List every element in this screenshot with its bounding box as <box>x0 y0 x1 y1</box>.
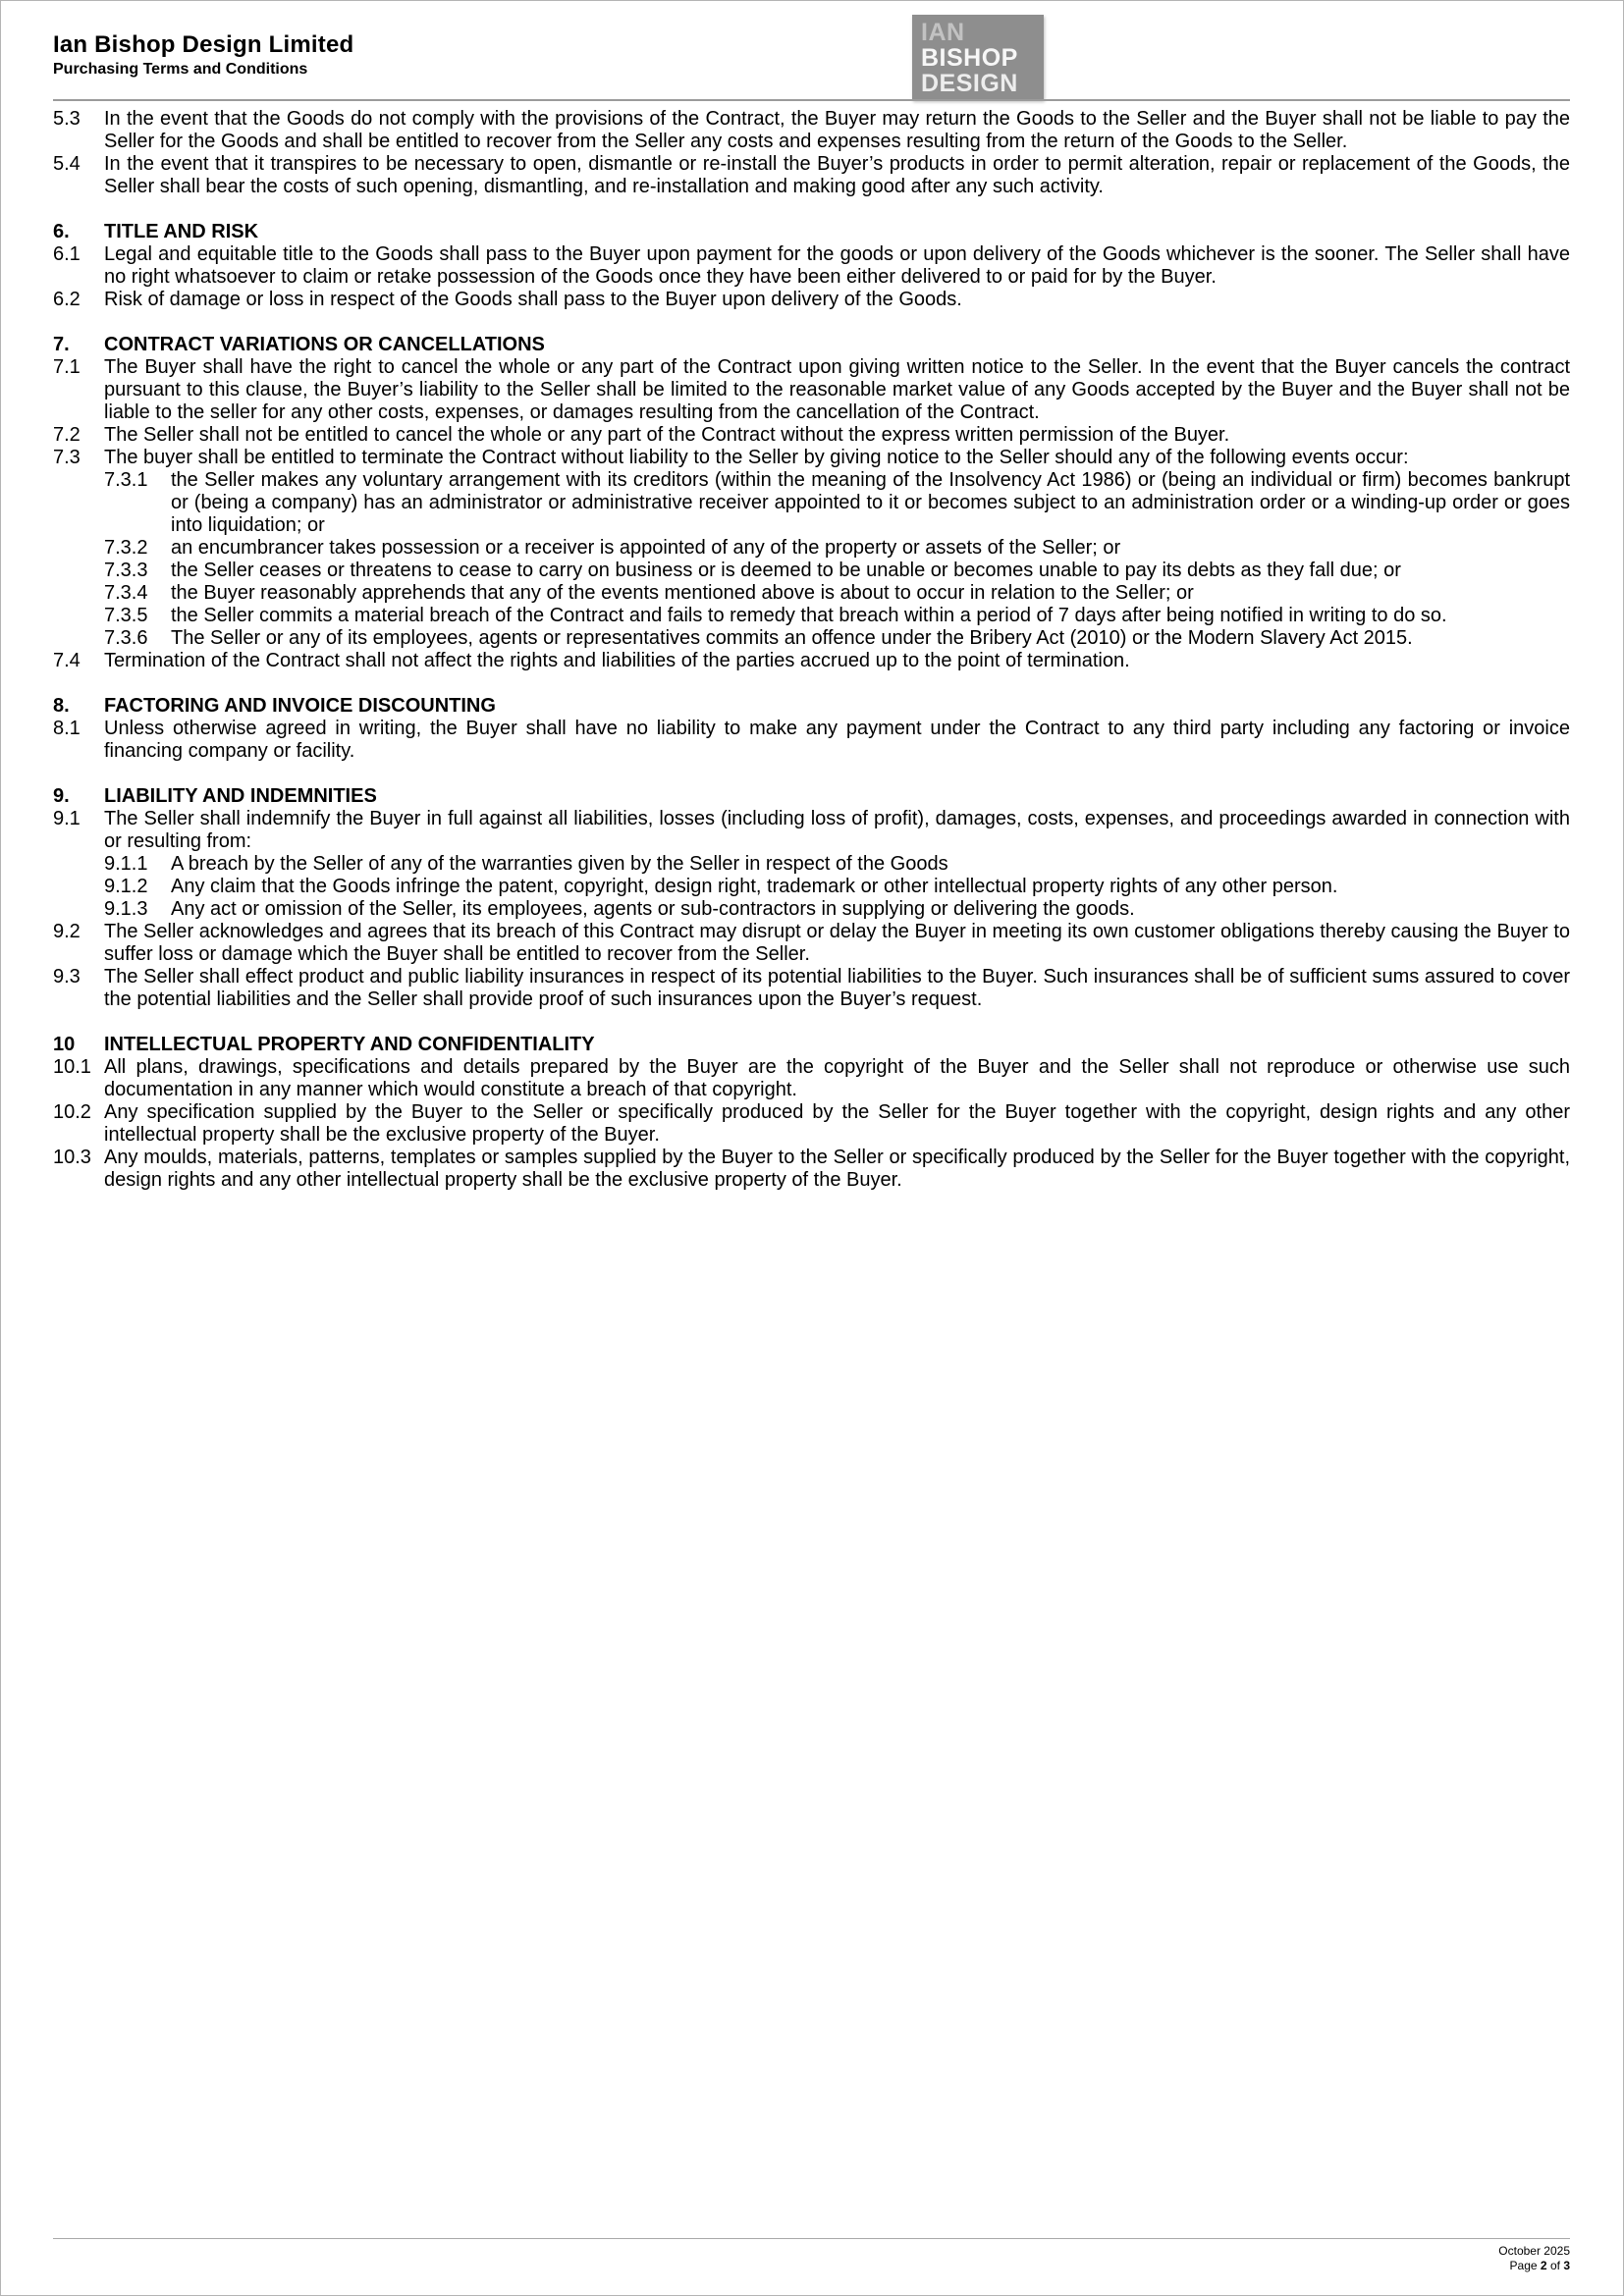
clause-text: Any claim that the Goods infringe the patent, copyright, design right, trademark or other intellectual property rights of any other person. <box>171 876 1338 897</box>
clause-number: 9.2 <box>53 921 81 942</box>
clause-number: 8. <box>53 695 70 717</box>
clause-number: 7.3.3 <box>104 560 148 581</box>
logo-text-line-3: DESIGN <box>921 70 1018 97</box>
company-logo-icon <box>912 15 1044 100</box>
clause-number: 9.1.3 <box>104 898 148 920</box>
section-heading-row <box>53 334 1570 356</box>
footer-date: October 2025 <box>1498 2244 1570 2258</box>
clause-row <box>53 853 1570 876</box>
section-title: LIABILITY AND INDEMNITIES <box>104 785 377 807</box>
clause-number: 6.2 <box>53 289 81 310</box>
clause-text: Any act or omission of the Seller, its employees, agents or sub-contractors in supplying or delivering the goods. <box>171 898 1135 920</box>
clause-text: The Seller or any of its employees, agents or representatives commits an offence under the Bribery Act (2010) or the Modern Slavery Act 2015. <box>171 627 1413 649</box>
clause-number: 5.3 <box>53 108 81 130</box>
logo-text-line-2: BISHOP <box>921 44 1018 72</box>
clause-row <box>53 1101 1570 1147</box>
clause-number: 7.2 <box>53 424 81 446</box>
clause-text: All plans, drawings, specifications and details prepared by the Buyer are the copyright of the Buyer and the Seller shall not reproduce or otherwise use such documentation in any manner which would constitute a breach of that copyright. <box>104 1056 1570 1100</box>
clause-number: 9. <box>53 785 70 807</box>
clause-text: The Buyer shall have the right to cancel the whole or any part of the Contract upon giving written notice to the Seller. In the event that the Buyer cancels the contract pursuant to this clause, the Buyer’s liability to the Seller shall be limited to the reasonable market value of any Goods accepted by the Buyer and the Buyer shall not be liable to the seller for any other costs, expenses, or damages resulting from the cancellation of the Contract. <box>104 356 1570 423</box>
section-heading-row <box>53 695 1570 718</box>
section-title: FACTORING AND INVOICE DISCOUNTING <box>104 695 496 717</box>
clause-number: 9.1 <box>53 808 81 829</box>
clause-number: 9.1.2 <box>104 876 148 897</box>
clause-row <box>53 582 1570 605</box>
clause-text: Unless otherwise agreed in writing, the Buyer shall have no liability to make any payment under the Contract to any third party including any factoring or invoice financing company or facility. <box>104 718 1570 762</box>
clause-row <box>53 560 1570 582</box>
section-title: TITLE AND RISK <box>104 221 259 242</box>
footer-page-number: 2 <box>1540 2259 1547 2272</box>
clause-number: 10 <box>53 1034 76 1055</box>
clause-number: 10.1 <box>53 1056 91 1078</box>
clause-row <box>53 447 1570 469</box>
clause-text: Risk of damage or loss in respect of the Goods shall pass to the Buyer upon delivery of the Goods. <box>104 289 962 310</box>
clause-text: Any moulds, materials, patterns, templates or samples supplied by the Buyer to the Seller or specifically produced by the Seller for the Buyer together with the copyright, design rights and any other intellectual property shall be the exclusive property of the Buyer. <box>104 1147 1570 1191</box>
company-name: Ian Bishop Design Limited <box>53 31 354 58</box>
clause-number: 6.1 <box>53 243 81 265</box>
clause-text: Termination of the Contract shall not affect the rights and liabilities of the parties accrued up to the point of termination. <box>104 650 1130 671</box>
clause-text: A breach by the Seller of any of the warranties given by the Seller in respect of the Goods <box>171 853 948 875</box>
clause-row <box>53 356 1570 424</box>
clause-number: 5.4 <box>53 153 81 175</box>
section-heading-row <box>53 1034 1570 1056</box>
clause-text: the Seller commits a material breach of the Contract and fails to remedy that breach within a period of 7 days after being notified in writing to do so. <box>171 605 1447 626</box>
clause-number: 6. <box>53 221 70 242</box>
clause-number: 7.3.4 <box>104 582 148 604</box>
clause-number: 9.1.1 <box>104 853 148 875</box>
header-divider <box>53 99 1570 101</box>
clause-row <box>53 898 1570 921</box>
clause-row <box>53 627 1570 650</box>
clause-text: Legal and equitable title to the Goods shall pass to the Buyer upon payment for the goods or upon delivery of the Goods whichever is the sooner. The Seller shall have no right whatsoever to claim or retake possession of the Goods once they have been either delivered to or paid for by the Buyer. <box>104 243 1570 288</box>
clause-text: The buyer shall be entitled to terminate the Contract without liability to the Seller by giving notice to the Seller should any of the following events occur: <box>104 447 1409 468</box>
clause-row <box>53 921 1570 966</box>
clause-text: In the event that it transpires to be necessary to open, dismantle or re-install the Buyer’s products in order to permit alteration, repair or replacement of the Goods, the Seller shall bear the costs of such opening, dismantling, and re-installation and making good after any such activity. <box>104 153 1570 197</box>
clause-number: 7. <box>53 334 70 355</box>
clause-text: The Seller shall not be entitled to cancel the whole or any part of the Contract without the express written permission of the Buyer. <box>104 424 1230 446</box>
clause-row <box>53 108 1570 153</box>
clause-row <box>53 1056 1570 1101</box>
clause-text: The Seller shall effect product and public liability insurances in respect of its potential liabilities to the Buyer. Such insurances shall be of sufficient sums assured to cover the potential liabilities and the Seller shall provide proof of such insurances upon the Buyer’s request. <box>104 966 1570 1010</box>
document-title: Purchasing Terms and Conditions <box>53 61 308 78</box>
clause-row <box>53 153 1570 198</box>
footer-page-word: Page <box>1509 2259 1538 2272</box>
clause-text: the Seller makes any voluntary arrangement with its creditors (within the meaning of the Insolvency Act 1986) or (being an individual or firm) becomes bankrupt or (being a company) has an administrator or administrative receiver appointed to it or becomes subject to an administration order or a winding-up order or goes into liquidation; or <box>171 469 1570 536</box>
clause-row <box>53 537 1570 560</box>
clause-row <box>53 469 1570 537</box>
footer-page-indicator <box>53 2259 1570 2273</box>
clause-row <box>53 808 1570 853</box>
clause-row <box>53 650 1570 672</box>
logo-text-line-1: IAN <box>921 19 965 46</box>
clause-number: 7.3.6 <box>104 627 148 649</box>
clause-row <box>53 424 1570 447</box>
clause-row <box>53 243 1570 289</box>
clause-row <box>53 876 1570 898</box>
clause-number: 10.3 <box>53 1147 91 1168</box>
footer-of-word: of <box>1549 2259 1560 2272</box>
clause-text: the Buyer reasonably apprehends that any of the events mentioned above is about to occur in relation to the Seller; or <box>171 582 1194 604</box>
clause-row <box>53 1147 1570 1192</box>
footer-divider <box>53 2238 1570 2239</box>
section-heading-row <box>53 785 1570 808</box>
clause-text: an encumbrancer takes possession or a receiver is appointed of any of the property or assets of the Seller; or <box>171 537 1121 559</box>
footer-page-total: 3 <box>1563 2259 1570 2272</box>
clause-number: 7.3.1 <box>104 469 148 491</box>
clause-number: 10.2 <box>53 1101 91 1123</box>
clause-number: 8.1 <box>53 718 81 739</box>
clause-number: 7.1 <box>53 356 81 378</box>
section-title: INTELLECTUAL PROPERTY AND CONFIDENTIALITY <box>104 1034 595 1055</box>
clause-text: In the event that the Goods do not comply with the provisions of the Contract, the Buyer may return the Goods to the Seller and the Buyer shall not be liable to pay the Seller for the Goods and shall be entitled to recover from the Seller any costs and expenses resulting from the return of the Goods to the Seller. <box>104 108 1570 152</box>
page-footer <box>53 2238 1570 2273</box>
clauses-list <box>53 108 1570 1192</box>
clause-number: 7.3.2 <box>104 537 148 559</box>
clause-row <box>53 289 1570 311</box>
clause-row <box>53 966 1570 1011</box>
clause-text: The Seller shall indemnify the Buyer in full against all liabilities, losses (including loss of profit), damages, costs, expenses, and proceedings awarded in connection with or resulting from: <box>104 808 1570 852</box>
clause-number: 7.3.5 <box>104 605 148 626</box>
clause-number: 7.4 <box>53 650 81 671</box>
clause-number: 7.3 <box>53 447 81 468</box>
clause-row <box>53 605 1570 627</box>
clause-number: 9.3 <box>53 966 81 988</box>
section-title: CONTRACT VARIATIONS OR CANCELLATIONS <box>104 334 545 355</box>
clause-text: The Seller acknowledges and agrees that its breach of this Contract may disrupt or delay the Buyer in meeting its own customer obligations thereby causing the Buyer to suffer loss or damage which the Buyer shall be entitled to recover from the Seller. <box>104 921 1570 965</box>
clause-text: the Seller ceases or threatens to cease to carry on business or is deemed to be unable or becomes unable to pay its debts as they fall due; or <box>171 560 1401 581</box>
clause-text: Any specification supplied by the Buyer to the Seller or specifically produced by the Seller for the Buyer together with the copyright, design rights and any other intellectual property shall be the exclusive property of the Buyer. <box>104 1101 1570 1146</box>
clause-row <box>53 718 1570 763</box>
section-heading-row <box>53 221 1570 243</box>
